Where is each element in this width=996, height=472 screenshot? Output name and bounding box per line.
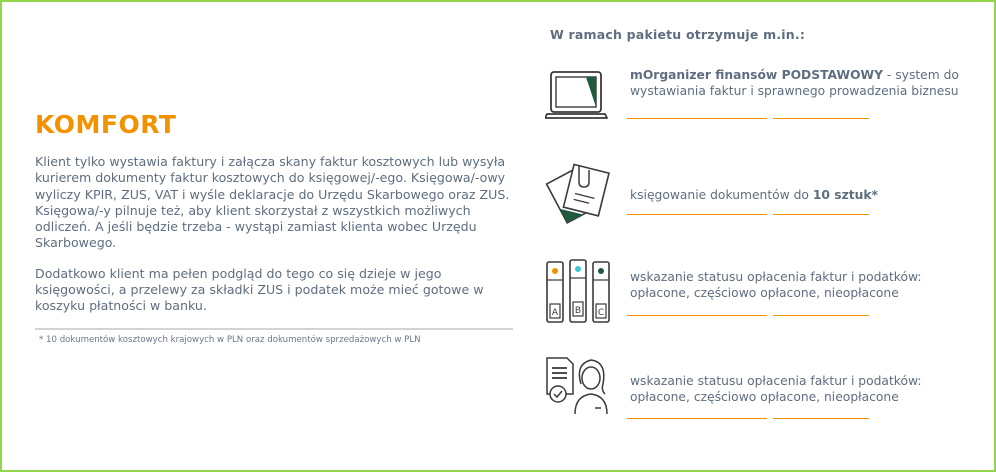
feature-item	[545, 160, 975, 230]
underline	[627, 315, 767, 316]
features-heading: W ramach pakietu otrzymuje m.in.:	[550, 27, 806, 42]
feature-text	[630, 68, 975, 99]
documents-clip-icon	[545, 160, 615, 230]
underline	[773, 214, 869, 215]
footnote: * 10 dokumentów kosztowych krajowych w PLN oraz dokumentów sprzedażowych w PLN	[39, 335, 421, 345]
feature-desc: - system do wystawiania faktur i sprawnego prowadzenia biznesu	[630, 68, 959, 98]
underline	[627, 214, 767, 215]
feature-text	[630, 188, 975, 204]
binders-icon	[545, 258, 615, 328]
feature-desc: wskazanie statusu opłacenia faktur i podatków: opłacone, częściowo opłacone, nieopłacone	[630, 270, 922, 300]
feature-item	[545, 354, 975, 424]
plan-description	[35, 110, 515, 315]
divider	[35, 328, 513, 330]
plan-paragraph-1: Klient tylko wystawia faktury i załącza skany faktur kosztowych lub wysyła kurierem dokumenty faktur kosztowych do księgowej/-ego. Księgowa/-owy wyliczy KPIR, ZUS, VAT i wyśle deklaracje do Urzędu Skarbowego oraz ZUS. Księgowa/-y pilnuje też, aby klient skorzystał z wszystkich możliwych odliczeń. A jeśli będzie trzeba - wystąpi zamiast klienta wobec Urzędu Skarbowego.	[35, 154, 510, 251]
underline	[627, 118, 767, 119]
feature-item	[545, 258, 975, 328]
feature-item	[545, 68, 975, 138]
feature-bold: 10 sztuk*	[812, 188, 878, 202]
binder-label-a: A	[551, 308, 559, 318]
plan-title: KOMFORT	[35, 110, 177, 139]
binder-label-b: B	[574, 306, 582, 316]
feature-desc: wskazanie statusu opłacenia faktur i podatków: opłacone, częściowo opłacone, nieopłacone	[630, 374, 922, 404]
underline	[773, 315, 869, 316]
feature-bold: mOrganizer finansów PODSTAWOWY	[630, 68, 883, 82]
feature-desc: księgowanie dokumentów do	[630, 188, 813, 202]
laptop-icon	[545, 68, 615, 138]
accountant-icon	[545, 354, 615, 424]
feature-text	[630, 374, 975, 405]
underline	[627, 418, 767, 419]
binder-label-c: C	[597, 308, 605, 318]
feature-text	[630, 270, 975, 301]
underline	[773, 118, 869, 119]
underline	[773, 418, 869, 419]
plan-paragraph-2: Dodatkowo klient ma pełen podgląd do tego co się dzieje w jego księgowości, a przelewy za składki ZUS i podatek może mieć gotowe w koszyku płatności w banku.	[35, 265, 484, 314]
